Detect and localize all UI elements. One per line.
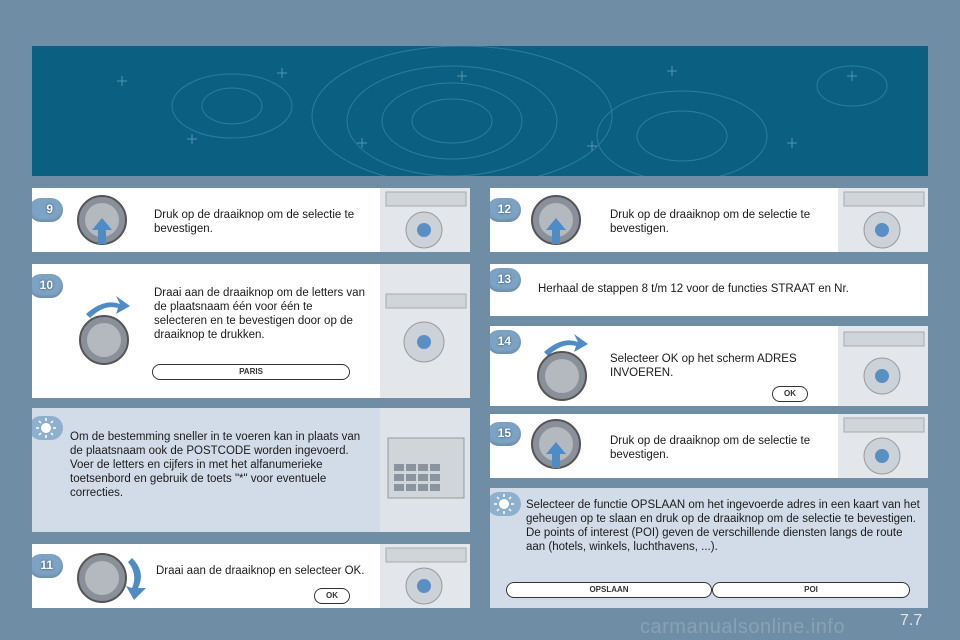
knob-press-icon bbox=[528, 418, 584, 478]
step-number-badge bbox=[490, 268, 521, 292]
step-13-text: Herhaal de stappen 8 t/m 12 voor de functies STRAAT en Nr. bbox=[538, 283, 849, 295]
step-number: 10 bbox=[39, 278, 53, 292]
control-panel-illustration bbox=[380, 544, 470, 608]
step-number-badge bbox=[490, 422, 521, 446]
page-number: 7.7 bbox=[900, 612, 923, 629]
control-panel-illustration bbox=[380, 188, 470, 252]
knob-press-icon bbox=[74, 194, 130, 252]
step-number: 11 bbox=[40, 558, 53, 572]
step-10-text: Draai aan de draaiknop om de letters van de plaatsnaam één voor één te selecteren en te bevestigen door op de draaiknop te drukken. bbox=[154, 287, 365, 341]
topographic-map-pattern bbox=[32, 46, 928, 176]
step-14-card bbox=[490, 326, 928, 406]
watermark: carmanualsonline.info bbox=[640, 616, 846, 638]
control-panel-illustration bbox=[838, 326, 928, 406]
step-12-text: Druk op de draaiknop om de selectie te bevestigen. bbox=[610, 209, 811, 235]
step-11-card bbox=[32, 544, 470, 608]
tip-icon bbox=[32, 416, 63, 440]
keypad-illustration bbox=[380, 408, 470, 532]
knob-press-icon bbox=[528, 194, 584, 252]
ok-label: OK bbox=[772, 386, 808, 402]
paris-label: PARIS bbox=[152, 364, 350, 380]
step-number: 15 bbox=[497, 426, 511, 440]
control-panel-illustration bbox=[838, 188, 928, 252]
step-15-card bbox=[490, 414, 928, 478]
tip-save-card bbox=[490, 488, 928, 608]
control-panel-illustration bbox=[380, 264, 470, 398]
poi-label: POI bbox=[712, 582, 910, 598]
step-12-card bbox=[490, 188, 928, 252]
step-15-text: Druk op de draaiknop om de selectie te bevestigen. bbox=[610, 435, 811, 461]
step-number-badge bbox=[490, 330, 521, 354]
step-14-text: Selecteer OK op het scherm ADRES INVOEREN. bbox=[610, 353, 797, 379]
step-number: 14 bbox=[497, 334, 511, 348]
control-panel-illustration bbox=[838, 414, 928, 478]
step-number-badge bbox=[32, 198, 63, 222]
step-9-card bbox=[32, 188, 470, 252]
step-number: 9 bbox=[46, 202, 53, 216]
step-number-badge bbox=[32, 274, 63, 298]
tip-postcode-card bbox=[32, 408, 470, 532]
step-number: 13 bbox=[497, 272, 511, 286]
knob-turn-icon bbox=[74, 288, 134, 373]
header-banner bbox=[32, 46, 928, 176]
step-13-card bbox=[490, 264, 928, 316]
knob-turn-icon bbox=[74, 550, 154, 608]
opslaan-label: OPSLAAN bbox=[506, 582, 712, 598]
step-11-text: Draai aan de draaiknop en selecteer OK. bbox=[156, 565, 365, 577]
tip-save-text: Selecteer de functie OPSLAAN om het ingevoerde adres in een kaart van het geheugen op te slaan en druk op de draaiknop om de selectie te bevestigen. De points of interest (POI) geven de verschillende diensten langs de route aan (hotels, winkels, luchthavens, ...). bbox=[526, 499, 920, 553]
knob-turn-icon bbox=[532, 328, 592, 406]
step-number-badge bbox=[32, 554, 63, 578]
step-number-badge bbox=[490, 198, 521, 222]
step-10-card bbox=[32, 264, 470, 398]
tip-postcode-text: Om de bestemming sneller in te voeren kan in plaats van de plaatsnaam ook de POSTCODE worden ingevoerd. Voer de letters en cijfers in met het alfanumerieke toetsenbord en gebruik de toets "*" voor eventuele correcties. bbox=[70, 431, 361, 499]
step-number: 12 bbox=[497, 202, 511, 216]
step-9-text: Druk op de draaiknop om de selectie te bevestigen. bbox=[154, 209, 355, 235]
ok-label: OK bbox=[314, 588, 350, 604]
tip-icon bbox=[490, 492, 521, 516]
